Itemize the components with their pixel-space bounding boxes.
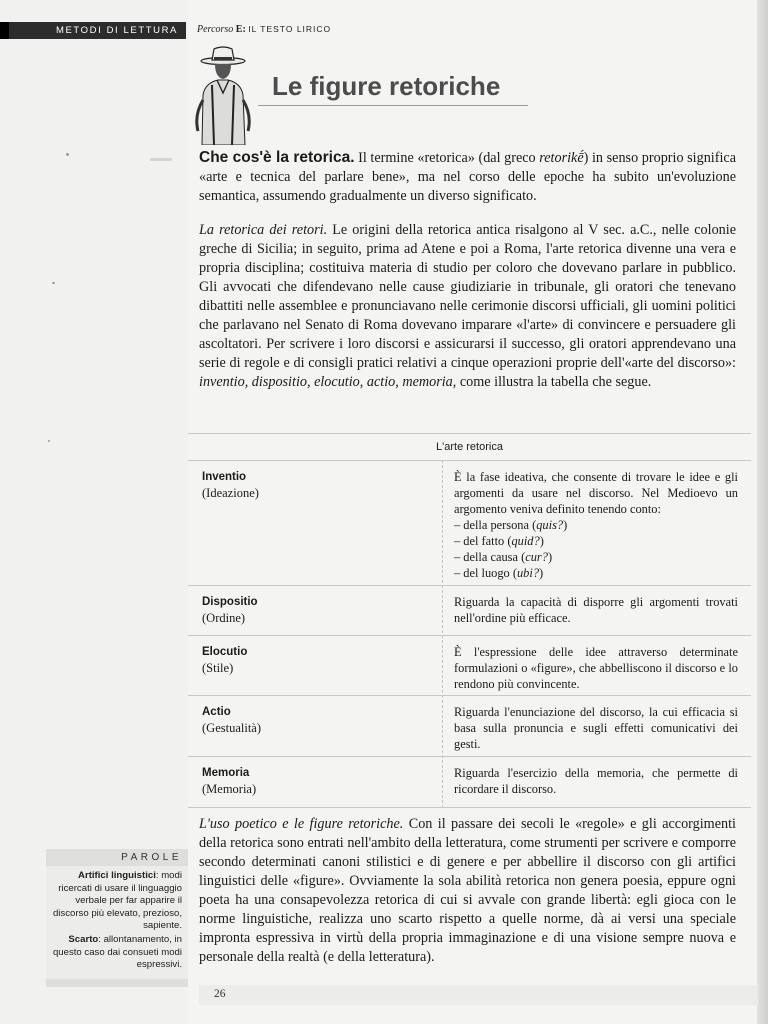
row-term-name: Elocutio bbox=[202, 646, 248, 658]
speck bbox=[52, 282, 55, 284]
intro-text-b: ) in senso proprio significa «arte e tecnica del parlare bene», ma nel corso delle epoche ha subito un'evoluzione semantica, assumendo gradualmente un diverso significato. bbox=[199, 150, 737, 204]
running-head-part: Percorso bbox=[197, 24, 234, 35]
row-term-name: Dispositio bbox=[202, 596, 258, 608]
bleed-through-text bbox=[60, 385, 180, 402]
glossary-definition: : allontanamento, in questo caso dai consueti modi espressivi. bbox=[52, 933, 182, 971]
row-term bbox=[202, 594, 258, 626]
row-term-translation: (Memoria) bbox=[202, 782, 257, 796]
row-term-translation: (Stile) bbox=[202, 661, 234, 675]
glossary-term: Artifici linguistici bbox=[78, 870, 156, 881]
figure-illustration bbox=[190, 45, 256, 145]
row-term-translation: (Gestualità) bbox=[202, 721, 262, 735]
title-rule bbox=[258, 105, 528, 106]
row-description: Riguarda l'esercizio della memoria, che permette di ricordare il discorso. bbox=[454, 766, 738, 796]
closing-paragraph bbox=[199, 815, 736, 967]
closing-lead: L'uso poetico e le figure retoriche. bbox=[199, 816, 404, 832]
page-number: 26 bbox=[214, 988, 226, 1000]
page-title: Le figure retoriche bbox=[272, 71, 501, 101]
five-operations: inventio, dispositio, elocutio, actio, memoria bbox=[199, 374, 453, 390]
rhetors-text-b: , come illustra la tabella che segue. bbox=[452, 374, 652, 390]
intro-paragraph bbox=[199, 148, 736, 206]
intro-text-a: Il termine «retorica» (dal greco bbox=[354, 150, 540, 166]
table-row bbox=[188, 757, 751, 808]
running-head-letter: E: bbox=[235, 24, 246, 35]
row-description: Riguarda la capacità di disporre gli argomenti trovati nell'ordine più efficace. bbox=[454, 595, 738, 625]
row-term-translation: (Ideazione) bbox=[202, 486, 259, 500]
glossary-term: Scarto bbox=[68, 933, 99, 945]
row-term bbox=[202, 644, 247, 676]
greek-term: retorikḗ bbox=[539, 150, 584, 166]
bottom-strip bbox=[199, 985, 758, 1005]
row-term bbox=[202, 469, 259, 501]
running-head bbox=[197, 24, 331, 35]
rhetoric-table bbox=[188, 433, 751, 808]
row-description bbox=[454, 469, 738, 581]
speck bbox=[66, 153, 69, 156]
table-row bbox=[188, 586, 751, 636]
glossary-box bbox=[46, 849, 188, 987]
table-title: L'arte retorica bbox=[188, 434, 751, 461]
glossary-entry bbox=[46, 934, 182, 972]
list-item: – del luogo (ubi?) bbox=[454, 566, 544, 580]
glossary-definition: : modi ricercati di usare il linguaggio verbale per far apparire il discorso più elevato, prezioso, sapiente. bbox=[52, 870, 182, 932]
title-block bbox=[258, 70, 528, 106]
glossary-entry bbox=[46, 870, 182, 933]
section-label-bar bbox=[0, 22, 186, 39]
intro-lead: Che cos'è la retorica. bbox=[199, 149, 355, 166]
page-edge bbox=[757, 0, 768, 1024]
row-description-text: È la fase ideativa, che consente di trovare le idee e gli argomenti da usare nel discorso. Nel Medioevo un argomento veniva definito tenendo conto: bbox=[454, 470, 738, 516]
table-row bbox=[188, 461, 751, 586]
glossary-body bbox=[46, 866, 188, 979]
row-description: È l'espressione delle idee attraverso determinate formulazioni o «figure», che abbelliscono il discorso e lo rendono più convincente. bbox=[454, 645, 738, 691]
section-bar-notch bbox=[0, 22, 9, 39]
row-term-name: Memoria bbox=[202, 767, 250, 779]
speck bbox=[150, 158, 172, 161]
row-term-translation: (Ordine) bbox=[202, 611, 246, 625]
list-item: – della persona (quis?) bbox=[454, 518, 568, 532]
question-list bbox=[454, 517, 738, 581]
running-head-subject: IL TESTO LIRICO bbox=[248, 24, 332, 34]
rhetors-lead: La retorica dei retori. bbox=[199, 222, 328, 238]
row-term-name: Actio bbox=[202, 706, 231, 718]
row-description: Riguarda l'enunciazione del discorso, la cui efficacia si basa sulla pronuncia e sugli effetti comunicativi dei gesti. bbox=[454, 705, 738, 751]
row-term-name: Inventio bbox=[202, 471, 247, 483]
row-term bbox=[202, 765, 256, 797]
list-item: – della causa (cur?) bbox=[454, 550, 553, 564]
glossary-heading: PAROLE bbox=[121, 852, 182, 863]
section-label: METODI DI LETTURA bbox=[55, 25, 178, 36]
rhetors-text-a: Le origini della retorica antica risalgono al V sec. a.C., nelle colonie greche di Sicilia; in seguito, prima ad Atene e poi a Roma, l'arte retorica divenne una vera e propria disciplina; costituiva materia di studio per coloro che dovevano parlare in pubblico. Gli avvocati che difendevano nelle cause giudiziarie in tribunale, gli oratori che tenevano dibattiti nelle assemblee e pronunciavano nelle cerimonie discorsi ufficiali, gli uomini politici che parlavano nel Senato di Roma dovevano imparare «l'arte» di convincere e persuadere gli ascoltatori. Per scrivere i loro discorsi e assicurarsi il successo, gli oratori apprendevano una serie di regole e di consigli pratici relativi a cinque operazioni proprie dell'«arte del discorso»: bbox=[199, 222, 736, 371]
table-row bbox=[188, 636, 751, 696]
table-row bbox=[188, 696, 751, 757]
row-term bbox=[202, 704, 261, 736]
list-item: – del fatto (quid?) bbox=[454, 534, 544, 548]
speck bbox=[48, 440, 50, 442]
rhetors-paragraph bbox=[199, 221, 736, 392]
closing-text: Con il passare dei secoli le «regole» e gli accorgimenti della retorica sono entrati nell'ambito della letteratura, come strumenti per scrivere e comporre secondo determinati canoni stilistici e di genere e per abbellire il discorso con gli artifici linguistici delle «figure». Ovviamente la sola abilità retorica non genera poesia, eppure ogni poeta ha una consapevolezza retorica di cui si avvale con grande libertà: egli gioca con le norme linguistiche, realizza uno scarto rispetto a quelle norme, dà ai versi una speciale impronta espressiva in virtù della propria immaginazione e di una visione sempre nuova e personale della realtà (e della letteratura). bbox=[199, 816, 736, 965]
